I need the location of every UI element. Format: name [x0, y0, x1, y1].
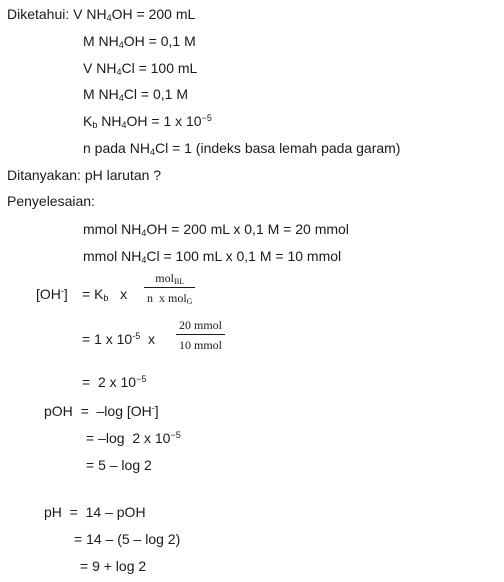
known-m-nh4oh-sub: 4 — [118, 40, 124, 50]
oh-kb-sub: b — [103, 293, 109, 303]
oh-step3-pre: = 2 x 10 — [82, 374, 137, 390]
oh-step2-pre: = 1 x 10 — [82, 331, 133, 347]
known-m-nh4oh-pre: M NH — [83, 33, 119, 49]
known-m-nh4cl-pre: M NH — [83, 86, 119, 102]
ph-line-2: = 14 – (5 – log 2) — [74, 531, 181, 547]
oh-step2-sup: -5 — [132, 331, 141, 341]
mmol-nh4oh-pre: mmol NH — [83, 221, 142, 237]
known-line-4 — [83, 85, 188, 103]
known-n-sub: 4 — [149, 147, 155, 157]
known-kb-sub2: 4 — [121, 120, 127, 130]
fraction-2-numerator: 20 mmol — [179, 318, 223, 332]
oh-kb-term — [82, 285, 127, 303]
oh-step-2 — [82, 330, 155, 348]
poh-line1-pre: pOH = –log [OH — [44, 403, 152, 419]
known-kb-post: NH — [97, 113, 122, 129]
fraction-1-numerator — [144, 271, 195, 285]
ph-line-3: = 9 + log 2 — [80, 558, 147, 574]
poh-line-2 — [86, 429, 181, 447]
known-line-3 — [83, 59, 197, 77]
fraction-mol-bl-over-n-mol-g — [144, 271, 195, 305]
known-n-pre: n pada NH — [83, 140, 150, 156]
oh-step3-sup: −5 — [136, 374, 147, 384]
fraction-1-denominator — [144, 291, 195, 305]
mmol-nh4cl-post: Cl = 100 mL x 0,1 M = 10 mmol — [146, 248, 342, 264]
mmol-nh4cl-pre: mmol NH — [83, 248, 142, 264]
known-v-nh4oh-post: OH = 200 mL — [111, 6, 196, 22]
known-line-6 — [83, 139, 400, 157]
known-v-nh4oh-sub: 4 — [106, 13, 112, 23]
poh-line2-pre: = –log 2 x 10 — [86, 430, 171, 446]
known-label: Diketahui: — [7, 6, 74, 22]
known-v-nh4cl-post: Cl = 100 mL — [121, 60, 198, 76]
mmol-nh4cl-sub: 4 — [141, 255, 147, 265]
poh-line-1 — [44, 402, 159, 420]
known-kb-pre: K — [83, 113, 93, 129]
ph-line-1: pH = 14 – pOH — [44, 504, 146, 520]
oh-kb-pre: = K — [82, 286, 104, 302]
frac1-num-pre: mol — [155, 271, 174, 285]
poh-line2-sup: −5 — [170, 430, 181, 440]
known-line-2 — [83, 32, 196, 50]
fraction-2-denominator: 10 mmol — [179, 338, 223, 352]
mmol-nh4oh-line — [83, 220, 349, 238]
solution-label: Penyelesaian: — [7, 193, 95, 209]
known-v-nh4oh-pre: V NH — [73, 6, 107, 22]
oh-lhs-sup: - — [60, 286, 64, 296]
known-kb-post2: OH = 1 x 10 — [126, 113, 202, 129]
asked-line: Ditanyakan: pH larutan ? — [7, 167, 162, 183]
known-m-nh4cl-sub: 4 — [118, 93, 124, 103]
mmol-nh4cl-line — [83, 247, 341, 265]
oh-step2-post: x — [140, 331, 155, 347]
frac1-den-pre: n x mol — [147, 291, 187, 305]
frac1-num-sub: BL — [173, 277, 185, 286]
oh-lhs-post: ] — [63, 286, 68, 302]
known-m-nh4oh-post: OH = 0,1 M — [123, 33, 196, 49]
known-kb-sub: b — [92, 120, 98, 130]
known-v-nh4cl-pre: V NH — [83, 60, 117, 76]
poh-line-3: = 5 – log 2 — [86, 457, 152, 473]
poh-line1-post: ] — [154, 403, 159, 419]
oh-lhs — [36, 285, 68, 303]
oh-step-3 — [82, 373, 146, 391]
known-n-post: Cl = 1 (indeks basa lemah pada garam) — [154, 140, 401, 156]
fraction-1-bar — [144, 287, 195, 288]
frac1-den-sub: G — [186, 297, 193, 306]
mmol-nh4oh-sub: 4 — [141, 228, 147, 238]
known-m-nh4cl-post: Cl = 0,1 M — [123, 86, 188, 102]
fraction-2-bar — [176, 334, 225, 335]
oh-lhs-pre: [OH — [36, 286, 61, 302]
oh-kb-post: x — [108, 286, 128, 302]
poh-line1-sup: - — [151, 403, 155, 413]
fraction-20mmol-over-10mmol — [176, 318, 225, 352]
known-v-nh4cl-sub: 4 — [116, 67, 122, 77]
known-line-5 — [83, 112, 212, 130]
known-kb-sup: −5 — [201, 113, 212, 123]
known-line-1 — [7, 5, 195, 23]
mmol-nh4oh-post: OH = 200 mL x 0,1 M = 20 mmol — [146, 221, 349, 237]
